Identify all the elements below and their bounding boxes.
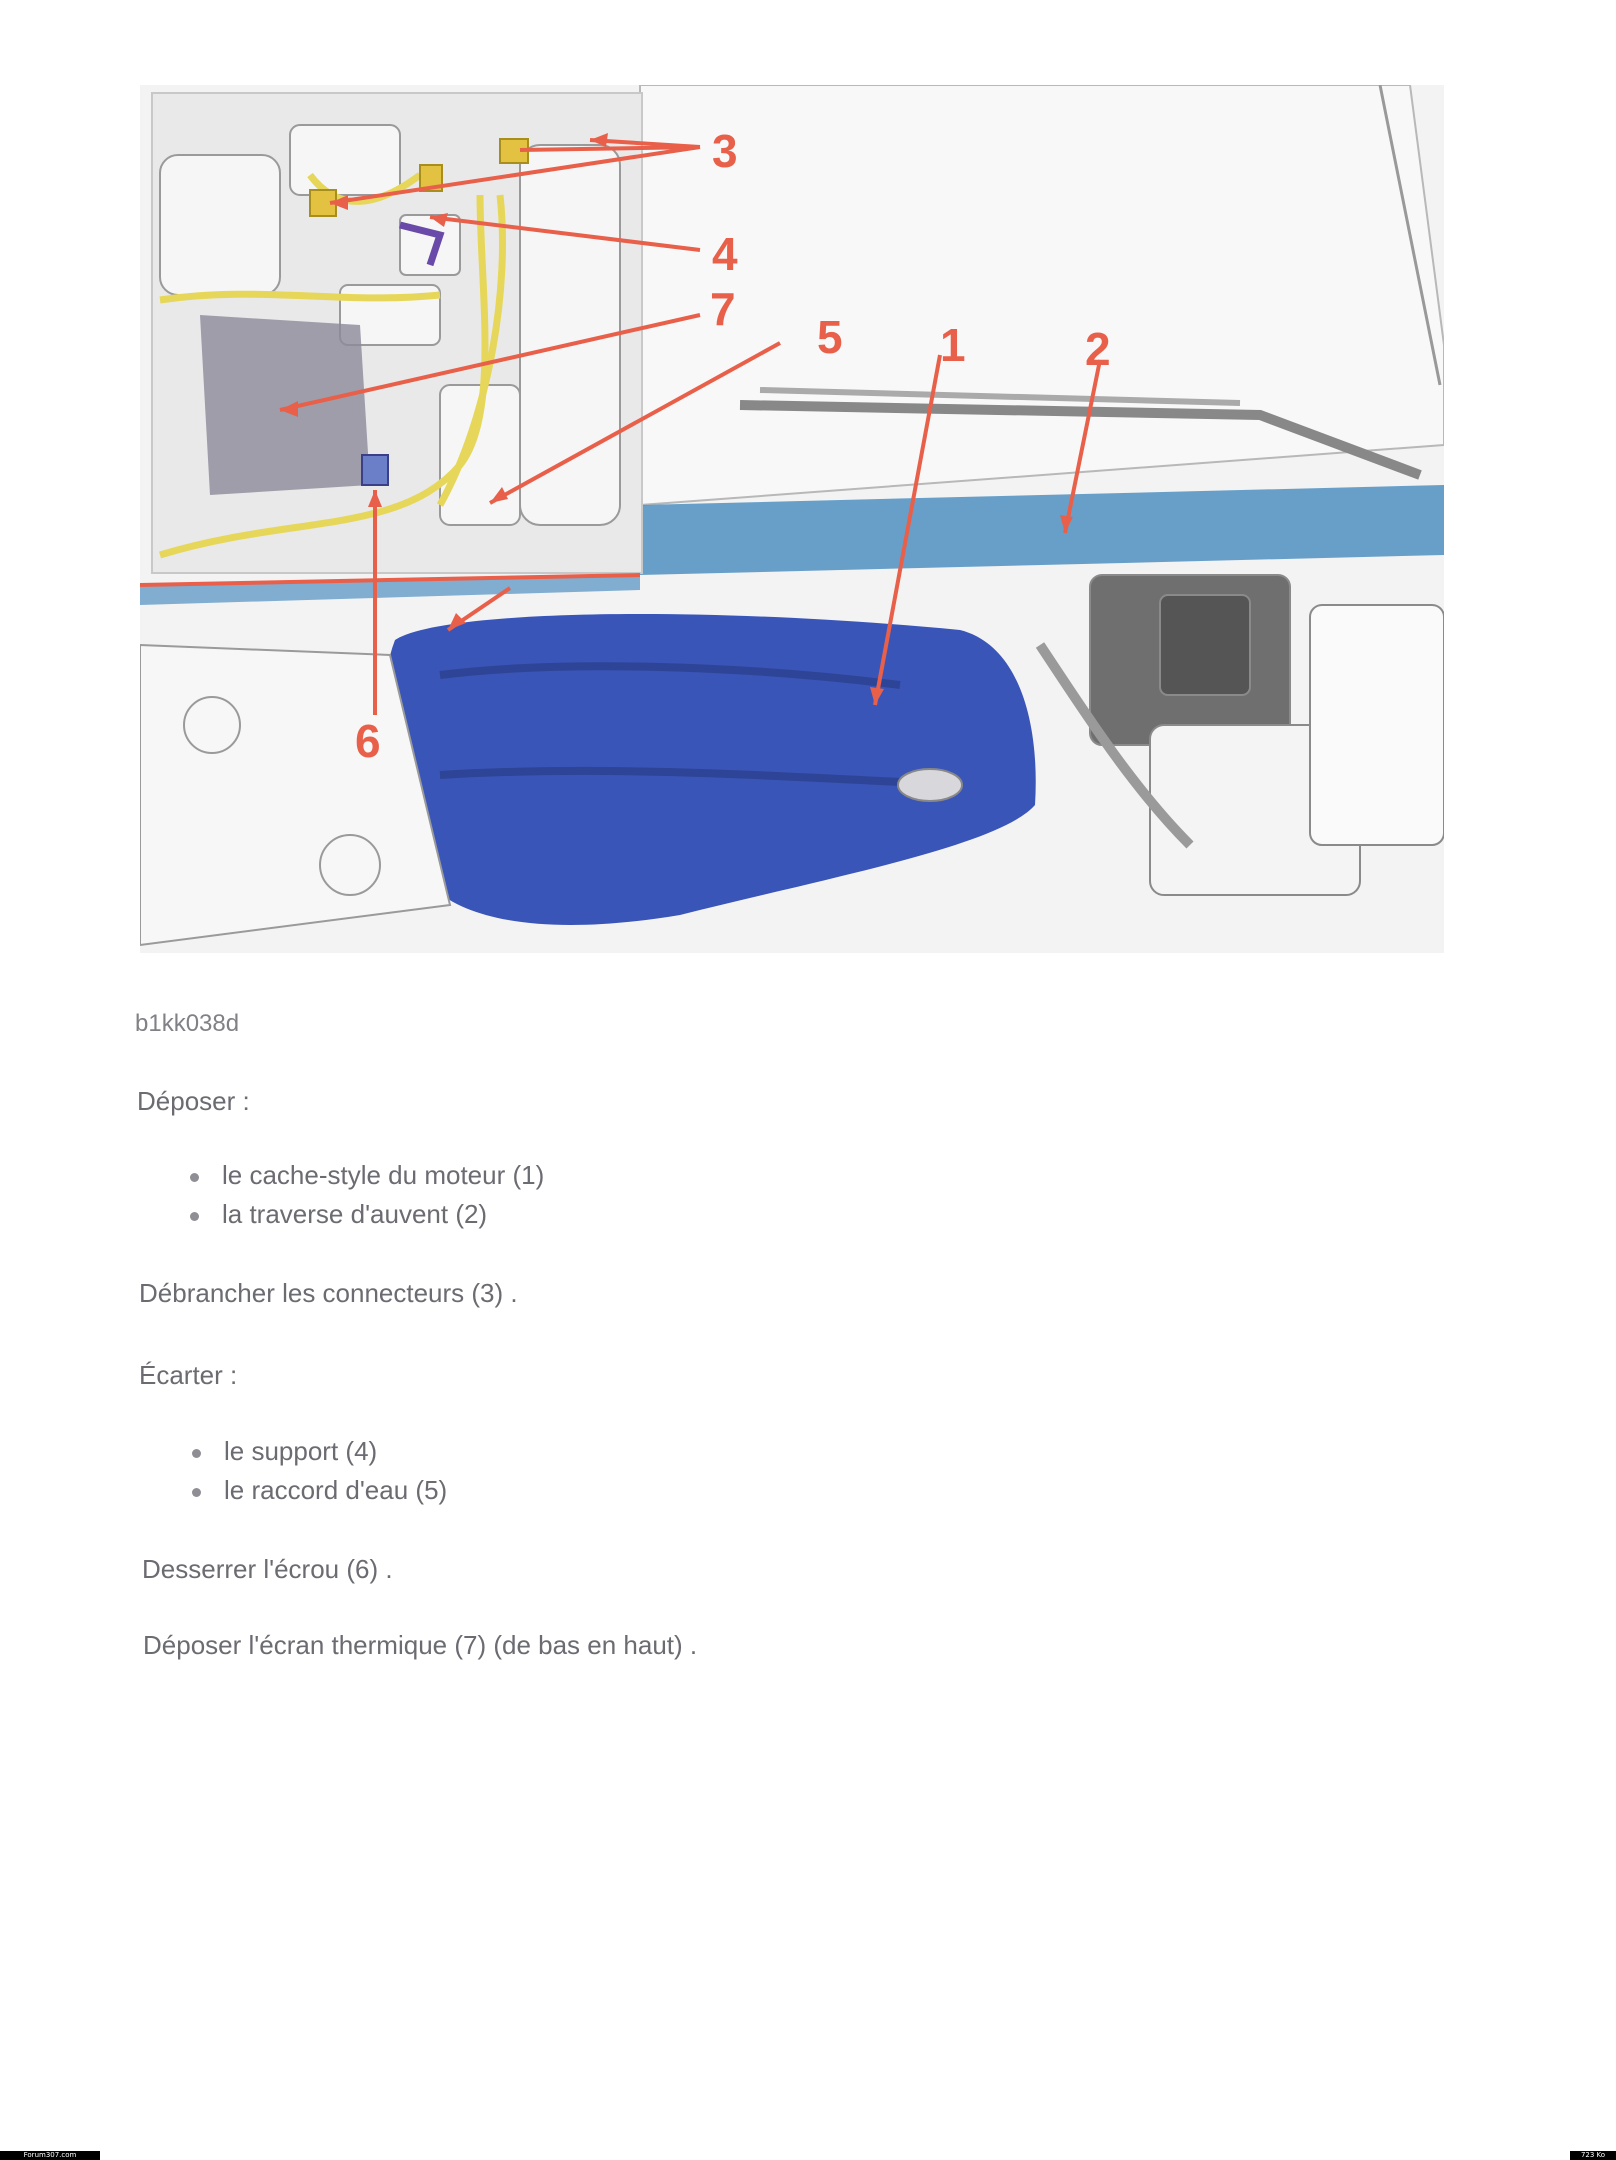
step-move-aside-label: Écarter : (139, 1360, 238, 1390)
list-item: le raccord d'eau (5) (192, 1471, 447, 1510)
step-disconnect: Débrancher les connecteurs (3) . (139, 1278, 518, 1308)
footer-size-label: 723 Ko (1570, 2151, 1616, 2160)
callout-5: 5 (817, 311, 843, 363)
callout-7: 7 (710, 283, 736, 335)
remove-list (190, 1156, 544, 1234)
step-remove-label: Déposer : (137, 1086, 250, 1116)
callout-2: 2 (1085, 323, 1111, 375)
callout-1: 1 (940, 319, 966, 371)
callout-3: 3 (712, 125, 738, 177)
callout-6: 6 (355, 715, 381, 767)
engine-bay-illustration (140, 85, 1444, 953)
list-item: le support (4) (192, 1432, 447, 1471)
engine-diagram (140, 85, 1444, 953)
footer-site-label: Forum307.com (0, 2151, 100, 2160)
step-remove-shield: Déposer l'écran thermique (7) (de bas en haut) . (143, 1630, 698, 1660)
list-item: le cache-style du moteur (1) (190, 1156, 544, 1195)
move-aside-list (192, 1432, 447, 1510)
list-item: la traverse d'auvent (2) (190, 1195, 544, 1234)
figure-reference-id: b1kk038d (135, 1010, 240, 1037)
step-loosen: Desserrer l'écrou (6) . (142, 1554, 393, 1584)
callout-4: 4 (712, 228, 738, 280)
